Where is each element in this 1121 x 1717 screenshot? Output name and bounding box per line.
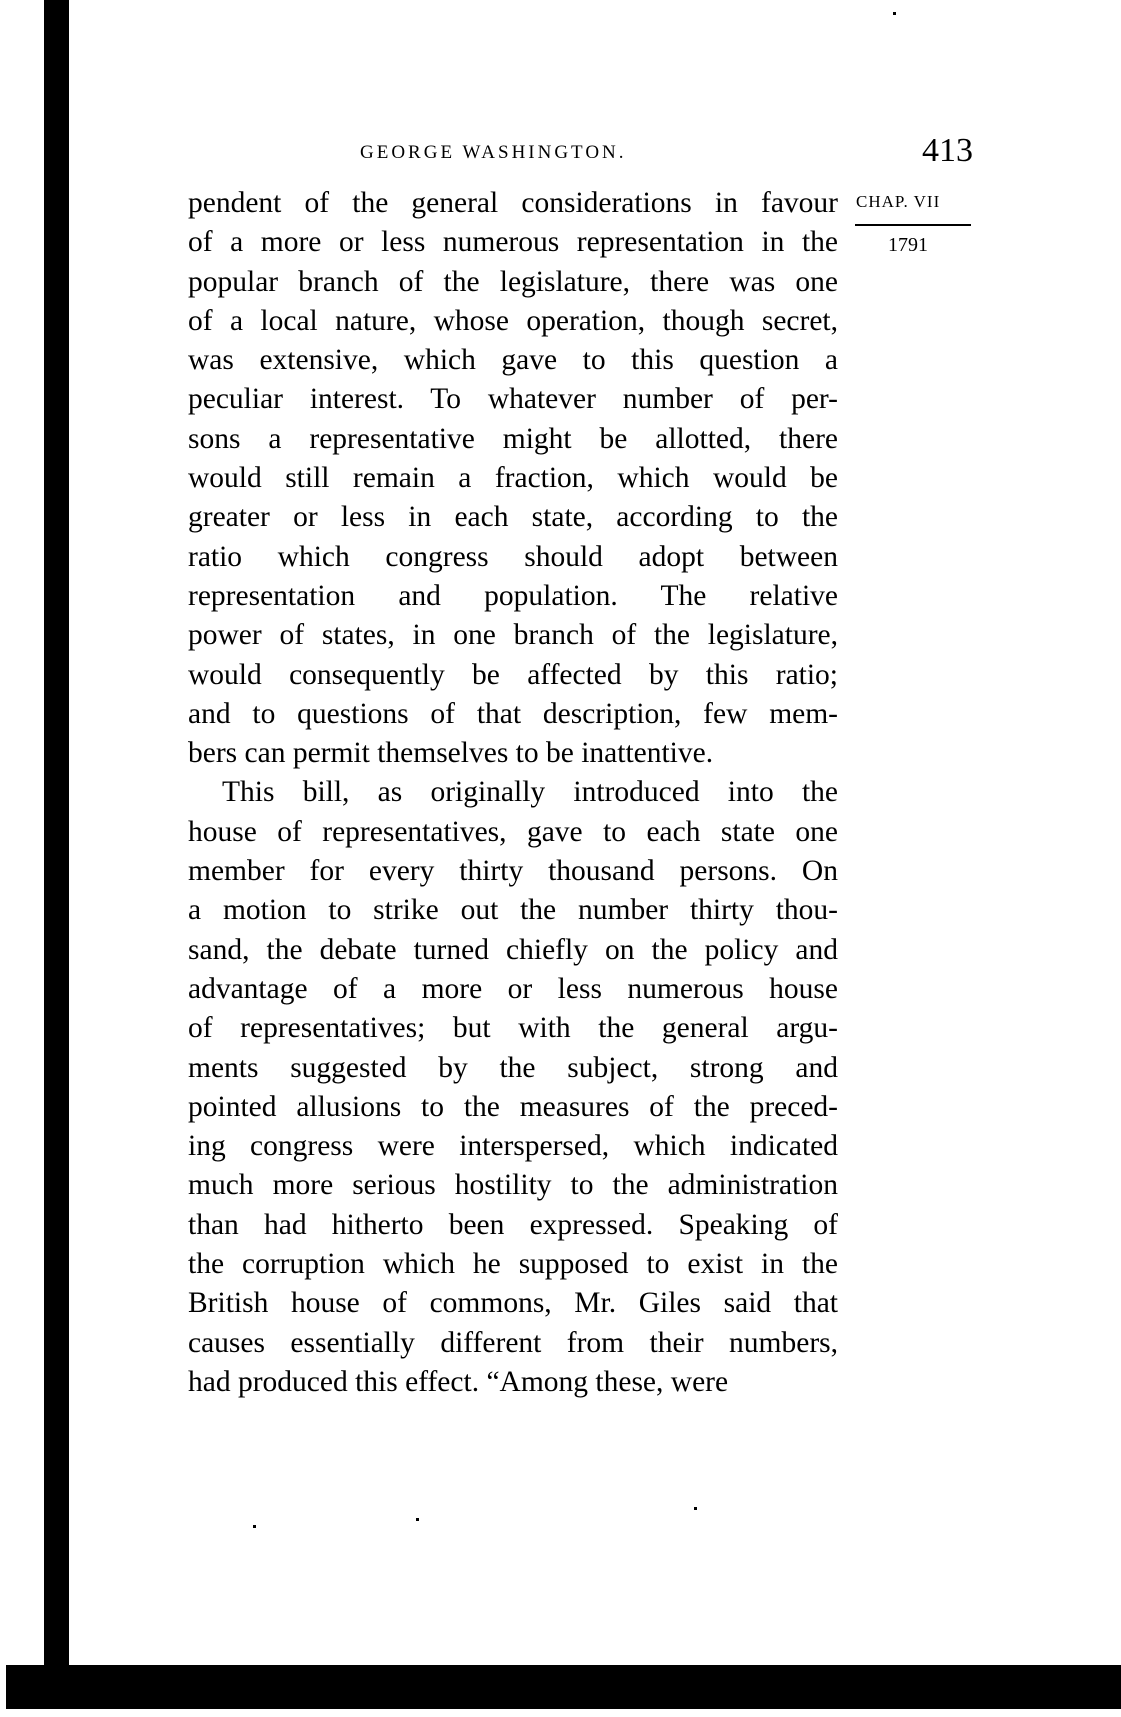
text-line: sand, the debate turned chiefly on the policy and <box>188 933 838 966</box>
text-line: of a local nature, whose operation, though secret, <box>188 304 838 337</box>
speck <box>893 12 896 15</box>
text-line: member for every thirty thousand persons. On <box>188 855 838 888</box>
text-line: a motion to strike out the number thirty thou- <box>188 894 838 927</box>
scan-bottom-edge <box>6 1665 1121 1709</box>
text-line: causes essentially different from their numbers, <box>188 1326 838 1359</box>
text-line: the corruption which he supposed to exist in the <box>188 1248 838 1281</box>
text-line: ments suggested by the subject, strong and <box>188 1051 838 1084</box>
text-line: much more serious hostility to the administration <box>188 1169 838 1202</box>
margin-year: 1791 <box>888 234 928 256</box>
text-line: greater or less in each state, according to the <box>188 501 838 534</box>
text-line: This bill, as originally introduced into the <box>222 776 838 809</box>
text-line: was extensive, which gave to this question a <box>188 344 838 377</box>
scan-binding-edge <box>44 0 69 1665</box>
text-line: pointed allusions to the measures of the preced- <box>188 1090 838 1123</box>
margin-rule <box>855 224 971 226</box>
speck <box>253 1525 256 1528</box>
speck <box>416 1518 419 1521</box>
text-line: popular branch of the legislature, there was one <box>188 265 838 298</box>
text-line: peculiar interest. To whatever number of per- <box>188 383 838 416</box>
text-line: bers can permit themselves to be inattentive. <box>188 737 714 770</box>
text-line: and to questions of that description, few mem- <box>188 697 838 730</box>
margin-chapter: CHAP. VII <box>856 192 941 211</box>
text-line: would consequently be affected by this ratio; <box>188 658 838 691</box>
page-number: 413 <box>922 132 973 169</box>
text-line: power of states, in one branch of the legislature, <box>188 619 838 652</box>
speck <box>694 1507 697 1510</box>
text-line: pendent of the general considerations in favour <box>188 187 838 219</box>
text-line: representation and population. The relative <box>188 579 838 612</box>
body-text <box>188 184 838 1402</box>
text-line: sons a representative might be allotted, there <box>188 422 838 455</box>
text-line: of representatives; but with the general argu- <box>188 1012 838 1045</box>
text-line: had produced this effect. “Among these, were <box>188 1365 729 1398</box>
text-line: than had hitherto been expressed. Speaking of <box>188 1208 838 1241</box>
text-line: would still remain a fraction, which would be <box>188 462 838 495</box>
text-line: ratio which congress should adopt between <box>188 540 838 573</box>
text-line: of a more or less numerous representation in the <box>188 226 838 259</box>
text-line: advantage of a more or less numerous house <box>188 972 838 1005</box>
text-line: ing congress were interspersed, which indicated <box>188 1130 838 1163</box>
running-head: GEORGE WASHINGTON. <box>360 142 627 163</box>
text-line: British house of commons, Mr. Giles said that <box>188 1287 838 1320</box>
text-line: house of representatives, gave to each state one <box>188 815 838 848</box>
